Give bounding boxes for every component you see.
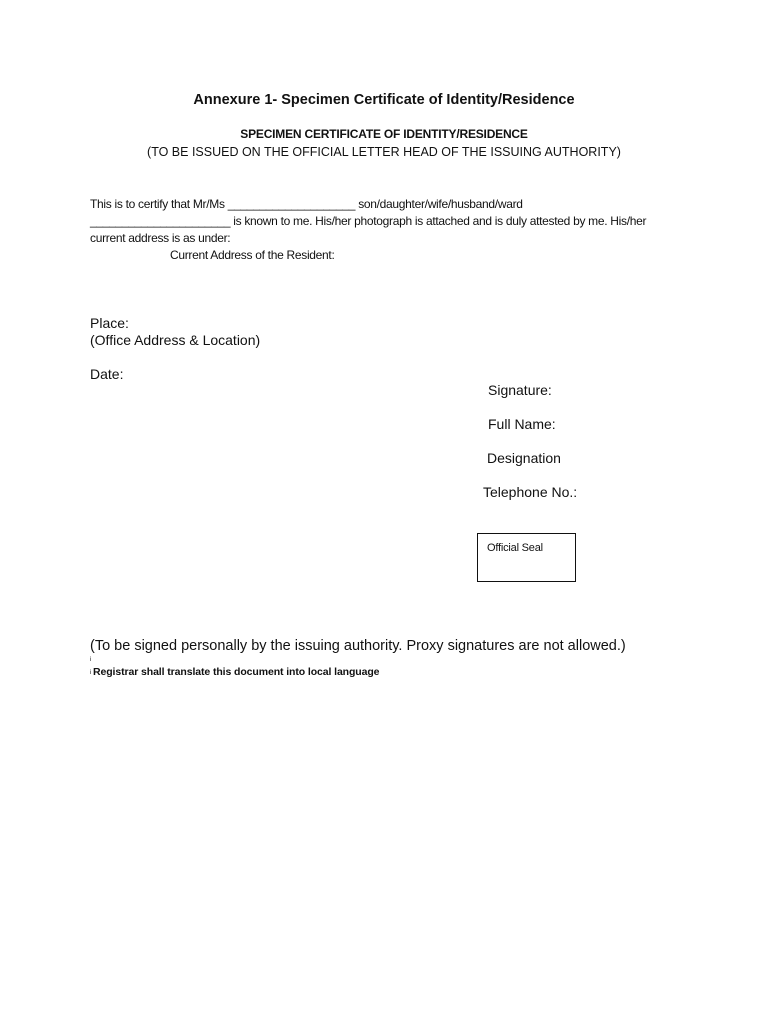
- full-name-label: Full Name:: [488, 416, 556, 432]
- current-address-label: Current Address of the Resident:: [170, 248, 335, 262]
- certificate-line-3: current address is as under:: [90, 231, 231, 245]
- specimen-subtitle: (TO BE ISSUED ON THE OFFICIAL LETTER HEAD OF THE ISSUING AUTHORITY): [147, 145, 621, 159]
- official-seal-label: Official Seal: [487, 542, 543, 554]
- signature-label: Signature:: [488, 382, 552, 398]
- telephone-label: Telephone No.:: [483, 484, 578, 500]
- designation-label: Designation: [487, 450, 561, 466]
- office-address-label: (Office Address & Location): [90, 332, 261, 348]
- specimen-title: SPECIMEN CERTIFICATE OF IDENTITY/RESIDENCE: [240, 127, 528, 141]
- proxy-note: (To be signed personally by the issuing authority. Proxy signatures are not allowed.): [90, 638, 626, 654]
- registrar-note: Registrar shall translate this document into local language: [93, 666, 380, 678]
- certificate-line-2: ______________________ is known to me. His/her photograph is attached and is duly attested by me. His/her: [90, 214, 647, 228]
- place-label: Place:: [90, 315, 129, 331]
- footnote-mark: i: [90, 657, 92, 663]
- footnote-mark: i: [90, 670, 92, 676]
- date-label: Date:: [90, 366, 124, 382]
- annexure-title: Annexure 1- Specimen Certificate of Identity/Residence: [193, 92, 575, 108]
- certificate-line-1: This is to certify that Mr/Ms ____________________ son/daughter/wife/husband/ward: [90, 197, 523, 211]
- official-seal-box: [477, 533, 576, 582]
